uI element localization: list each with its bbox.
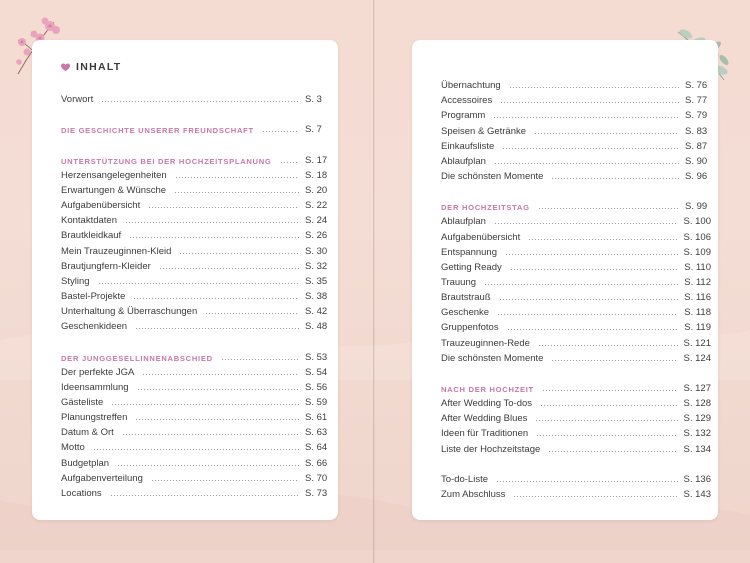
toc-dot-leader: [262, 131, 299, 132]
toc-entry-title: Übernachtung: [441, 80, 501, 92]
toc-entry-title: Gruppenfotos: [441, 322, 499, 334]
toc-spacer: [61, 105, 331, 120]
toc-entry-row: [441, 243, 711, 258]
toc-dot-leader: [137, 389, 299, 390]
toc-page-number: S. 79: [685, 110, 708, 122]
toc-entry-title: Getting Ready: [441, 261, 502, 273]
toc-spacer: [61, 135, 331, 150]
toc-entry-title: Trauung: [441, 276, 477, 288]
toc-section-title: DER HOCHZEITSTAG: [441, 203, 530, 213]
toc-entry-row: [61, 453, 331, 468]
toc-dot-leader: [551, 178, 679, 179]
toc-entry-title: Programm: [441, 110, 486, 122]
toc-dot-leader: [280, 162, 299, 163]
toc-entry-title: Styling: [61, 275, 90, 287]
toc-entry-title: Die schönsten Momente: [441, 352, 544, 364]
toc-page-number: S. 136: [683, 473, 711, 485]
toc-entry-row: [61, 317, 331, 332]
toc-entry-title: Locations: [61, 487, 102, 499]
toc-dot-leader: [179, 253, 299, 254]
toc-entry-row: [61, 90, 331, 105]
toc-dot-leader: [125, 222, 299, 223]
toc-entry-row: [61, 423, 331, 438]
toc-entry-title: Trauzeuginnen-Rede: [441, 337, 530, 349]
toc-dot-leader: [221, 359, 299, 360]
toc-entry-row: [441, 288, 711, 303]
toc-entry-title: Ideen für Traditionen: [441, 428, 529, 440]
toc-entry-row: [441, 76, 711, 91]
toc-page-number: S. 7: [305, 124, 322, 136]
toc-entry-row: [441, 318, 711, 333]
toc-dot-leader: [538, 208, 679, 209]
toc-dot-leader: [484, 284, 678, 285]
toc-dot-leader: [159, 268, 299, 269]
toc-entry-title: Der perfekte JGA: [61, 366, 135, 378]
toc-entry-title: Vorwort: [61, 94, 94, 106]
toc-page-number: S. 73: [305, 487, 328, 499]
toc-dot-leader: [509, 87, 679, 88]
toc-entry-row: [441, 258, 711, 273]
toc-entry-row: [61, 241, 331, 256]
toc-page-number: S. 143: [683, 488, 711, 500]
toc-entry-title: Datum & Ort: [61, 427, 114, 439]
toc-entry-title: Bastel-Projekte: [61, 290, 126, 302]
toc-entry-title: Herzensangelegenheiten: [61, 169, 167, 181]
toc-entry-row: [441, 273, 711, 288]
toc-entry-title: Ablaufplan: [441, 216, 486, 228]
toc-page-number: S. 64: [305, 442, 328, 454]
toc-entry-row: [441, 137, 711, 152]
toc-dot-leader: [133, 298, 299, 299]
toc-entry-row: [441, 167, 711, 182]
toc-page-number: S. 112: [684, 276, 711, 288]
toc-entry-row: [441, 439, 711, 454]
toc-entry-row: [61, 211, 331, 226]
toc-dot-leader: [507, 329, 679, 330]
toc-dot-leader: [548, 451, 677, 452]
toc-entry-title: Brautkleidkauf: [61, 230, 122, 242]
toc-entry-title: Mein Trauzeuginnen-Kleid: [61, 245, 172, 257]
toc-dot-leader: [510, 269, 679, 270]
toc-page-number: S. 76: [685, 80, 708, 92]
toc-page-number: S. 110: [684, 261, 711, 273]
toc-page-number: S. 100: [683, 216, 711, 228]
toc-list-left: [61, 90, 331, 499]
toc-entry-row: [441, 485, 711, 500]
toc-dot-leader: [117, 465, 299, 466]
toc-entry-title: Brautstrauß: [441, 292, 491, 304]
toc-entry-title: Einkaufsliste: [441, 140, 495, 152]
toc-section-title: NACH DER HOCHZEIT: [441, 384, 534, 394]
toc-dot-leader: [148, 207, 299, 208]
toc-heading: [61, 61, 122, 73]
heart-icon: [61, 63, 70, 72]
toc-page-number: S. 35: [305, 275, 328, 287]
toc-entry-title: Kontaktdaten: [61, 215, 117, 227]
toc-heading-text: INHALT: [76, 61, 122, 73]
toc-spacer: [441, 364, 711, 379]
toc-entry-row: [61, 393, 331, 408]
toc-entry-title: Speisen & Getränke: [441, 125, 527, 137]
toc-dot-leader: [542, 390, 678, 391]
toc-dot-leader: [110, 495, 299, 496]
toc-entry-title: Erwartungen & Wünsche: [61, 184, 167, 196]
toc-entry-row: [441, 470, 711, 485]
toc-entry-row: [441, 91, 711, 106]
toc-page-number: S. 24: [305, 215, 328, 227]
toc-entry-title: Aufgabenübersicht: [441, 231, 521, 243]
toc-dot-leader: [534, 133, 679, 134]
toc-page-number: S. 56: [305, 381, 328, 393]
toc-list-right: [441, 76, 711, 500]
toc-page-number: S. 18: [305, 169, 328, 181]
toc-page-number: S. 83: [685, 125, 708, 137]
toc-dot-leader: [101, 101, 299, 102]
toc-page-number: S. 121: [683, 337, 711, 349]
toc-page-number: S. 61: [305, 412, 328, 424]
toc-dot-leader: [122, 434, 299, 435]
toc-dot-leader: [93, 449, 299, 450]
toc-page-number: S. 38: [305, 290, 328, 302]
toc-dot-leader: [502, 148, 679, 149]
toc-entry-row: [61, 363, 331, 378]
toc-page-number: S. 129: [683, 413, 711, 425]
toc-page-number: S. 53: [305, 351, 328, 363]
toc-page-number: S. 59: [305, 396, 328, 408]
toc-entry-title: To-do-Liste: [441, 473, 488, 485]
toc-page-number: S. 90: [685, 155, 708, 167]
toc-entry-row: [61, 181, 331, 196]
toc-dot-leader: [496, 481, 678, 482]
toc-page-number: S. 128: [683, 398, 711, 410]
toc-page-number: S. 26: [305, 230, 328, 242]
toc-page-number: S. 118: [684, 307, 711, 319]
toc-entry-title: Planungstreffen: [61, 412, 128, 424]
toc-page-number: S. 20: [305, 184, 328, 196]
toc-dot-leader: [551, 360, 677, 361]
book-gutter: [373, 0, 375, 563]
toc-entry-row: [61, 302, 331, 317]
toc-dot-leader: [494, 223, 678, 224]
toc-spacer: [441, 455, 711, 470]
toc-entry-title: Gästeliste: [61, 396, 104, 408]
toc-page-number: S. 48: [305, 321, 328, 333]
toc-dot-leader: [497, 314, 678, 315]
toc-entry-title: Die schönsten Momente: [441, 170, 544, 182]
toc-entry-row: [441, 409, 711, 424]
toc-entry-title: Geschenkideen: [61, 321, 128, 333]
toc-entry-row: [441, 349, 711, 364]
toc-page-number: S. 63: [305, 427, 328, 439]
toc-entry-title: Brautjungfern-Kleider: [61, 260, 151, 272]
toc-entry-row: [61, 438, 331, 453]
toc-entry-title: Ideensammlung: [61, 381, 129, 393]
toc-entry-title: Aufgabenverteilung: [61, 472, 143, 484]
toc-entry-row: [441, 152, 711, 167]
toc-card-right: [412, 40, 718, 520]
toc-entry-row: [441, 333, 711, 348]
toc-entry-title: Budgetplan: [61, 457, 110, 469]
toc-dot-leader: [536, 435, 677, 436]
toc-section-title: DER JUNGGESELLINNENABSCHIED: [61, 353, 213, 363]
toc-page-number: S. 96: [685, 170, 708, 182]
toc-page-number: S. 109: [683, 246, 711, 258]
toc-dot-leader: [135, 328, 299, 329]
toc-entry-row: [61, 484, 331, 499]
toc-page-number: S. 99: [685, 201, 708, 213]
toc-entry-title: Motto: [61, 442, 85, 454]
toc-section-title: UNTERSTÜTZUNG BEI DER HOCHZEITSPLANUNG: [61, 156, 272, 166]
toc-page-number: S. 127: [683, 382, 711, 394]
toc-page-number: S. 42: [305, 306, 328, 318]
toc-section-title: DIE GESCHICHTE UNSERER FREUNDSCHAFT: [61, 126, 254, 136]
toc-dot-leader: [111, 404, 299, 405]
toc-dot-leader: [500, 102, 679, 103]
toc-entry-row: [61, 378, 331, 393]
toc-spacer: [441, 182, 711, 197]
toc-dot-leader: [175, 177, 299, 178]
toc-entry-title: Unterhaltung & Überraschungen: [61, 306, 198, 318]
toc-entry-title: Aufgabenübersicht: [61, 200, 141, 212]
toc-dot-leader: [535, 420, 677, 421]
toc-page-number: S. 77: [685, 95, 708, 107]
toc-entry-row: [61, 257, 331, 272]
toc-page-number: S. 54: [305, 366, 328, 378]
toc-page-number: S. 22: [305, 200, 328, 212]
toc-page-number: S. 106: [683, 231, 711, 243]
toc-page-number: S. 87: [685, 140, 708, 152]
toc-entry-row: [61, 287, 331, 302]
toc-entry-row: [441, 394, 711, 409]
toc-section-row: [441, 379, 711, 394]
toc-dot-leader: [142, 374, 299, 375]
toc-entry-title: Entspannung: [441, 246, 497, 258]
toc-section-row: [61, 347, 331, 362]
toc-dot-leader: [151, 480, 299, 481]
toc-dot-leader: [493, 117, 679, 118]
toc-dot-leader: [205, 313, 299, 314]
toc-page-number: S. 70: [305, 472, 328, 484]
toc-dot-leader: [494, 163, 679, 164]
toc-dot-leader: [135, 419, 299, 420]
toc-entry-title: Geschenke: [441, 307, 490, 319]
toc-page-number: S. 17: [305, 154, 328, 166]
toc-dot-leader: [499, 299, 679, 300]
toc-entry-title: After Wedding Blues: [441, 413, 528, 425]
toc-page-number: S. 124: [683, 352, 711, 364]
toc-page-number: S. 119: [684, 322, 711, 334]
toc-entry-title: Ablaufplan: [441, 155, 486, 167]
toc-entry-row: [441, 106, 711, 121]
toc-entry-title: Accessoires: [441, 95, 493, 107]
toc-entry-row: [61, 469, 331, 484]
toc-spacer: [61, 332, 331, 347]
toc-section-row: [61, 151, 331, 166]
toc-entry-row: [441, 212, 711, 227]
toc-entry-title: After Wedding To-dos: [441, 398, 533, 410]
toc-entry-row: [441, 303, 711, 318]
toc-entry-row: [61, 226, 331, 241]
toc-page-number: S. 134: [683, 443, 711, 455]
toc-page-number: S. 3: [305, 94, 322, 106]
toc-page-number: S. 30: [305, 245, 328, 257]
toc-dot-leader: [129, 237, 299, 238]
toc-entry-title: Liste der Hochzeitstage: [441, 443, 541, 455]
toc-dot-leader: [528, 239, 677, 240]
toc-entry-row: [61, 196, 331, 211]
toc-entry-row: [441, 227, 711, 242]
toc-section-row: [441, 197, 711, 212]
toc-entry-title: Zum Abschluss: [441, 488, 506, 500]
toc-page-number: S. 32: [305, 260, 328, 272]
toc-page-number: S. 116: [684, 292, 711, 304]
toc-dot-leader: [98, 283, 299, 284]
toc-dot-leader: [540, 405, 678, 406]
toc-section-row: [61, 120, 331, 135]
toc-page-number: S. 132: [683, 428, 711, 440]
toc-entry-row: [61, 272, 331, 287]
toc-entry-row: [441, 121, 711, 136]
toc-entry-row: [61, 166, 331, 181]
toc-entry-row: [441, 424, 711, 439]
toc-entry-row: [61, 408, 331, 423]
toc-card-left: [32, 40, 338, 520]
toc-dot-leader: [513, 496, 677, 497]
toc-dot-leader: [538, 345, 678, 346]
toc-page-number: S. 66: [305, 457, 328, 469]
toc-dot-leader: [174, 192, 299, 193]
toc-dot-leader: [505, 254, 678, 255]
